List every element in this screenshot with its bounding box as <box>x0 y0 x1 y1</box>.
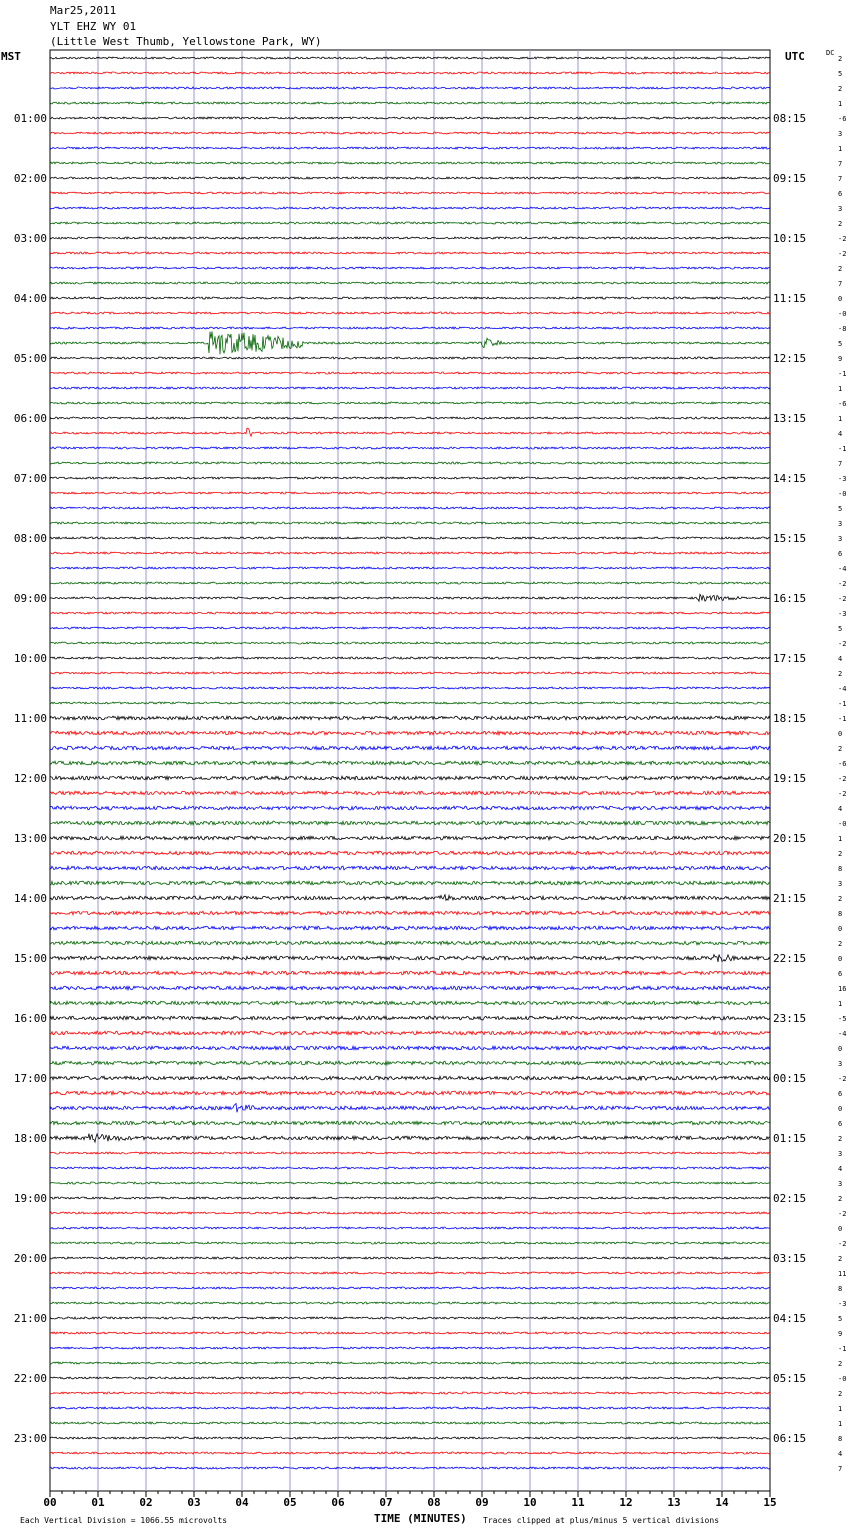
dc-offset-label: -1 <box>838 445 847 453</box>
trace-line <box>50 331 770 354</box>
dc-offset-label: -0 <box>838 820 847 828</box>
trace-line <box>50 207 770 209</box>
trace-line <box>50 702 770 704</box>
trace-line <box>50 1197 770 1199</box>
x-tick-label: 08 <box>427 1496 441 1509</box>
dc-offset-label: -3 <box>838 1300 847 1308</box>
trace-line <box>50 776 770 780</box>
trace-line <box>50 507 770 509</box>
dc-offset-label: 2 <box>838 745 843 753</box>
dc-offset-label: 2 <box>838 1135 843 1143</box>
x-tick-label: 10 <box>523 1496 537 1509</box>
dc-offset-label: -2 <box>838 250 847 258</box>
dc-offset-label: -5 <box>838 1015 847 1023</box>
trace-line <box>50 1272 770 1274</box>
mst-hour-label: 18:00 <box>13 1132 47 1145</box>
trace-line <box>50 162 770 164</box>
trace-line <box>50 177 770 179</box>
mst-hour-label: 09:00 <box>13 592 47 605</box>
trace-line <box>50 402 770 404</box>
trace-line <box>50 672 770 674</box>
trace-line <box>50 237 770 239</box>
mst-hour-label: 15:00 <box>13 952 47 965</box>
mst-hour-label: 08:00 <box>13 532 47 545</box>
utc-hour-label: 11:15 <box>773 292 807 305</box>
dc-offset-label: -3 <box>838 475 847 483</box>
trace-line <box>50 462 770 464</box>
trace-line <box>50 594 770 601</box>
trace-line <box>50 1392 770 1394</box>
trace-line <box>50 102 770 104</box>
header-station: YLT EHZ WY 01 <box>50 20 137 33</box>
trace-line <box>50 1422 770 1424</box>
trace-line <box>50 612 770 614</box>
dc-offset-label: 3 <box>838 130 843 138</box>
trace-line <box>50 327 770 329</box>
dc-offset-label: -1 <box>838 715 847 723</box>
dc-offset-label: 6 <box>838 550 843 558</box>
dc-offset-label: 8 <box>838 1285 843 1293</box>
trace-line <box>50 657 770 659</box>
dc-offset-label: 1 <box>838 1405 843 1413</box>
trace-line <box>50 911 770 915</box>
trace-line <box>50 1061 770 1065</box>
utc-label: UTC <box>785 50 805 63</box>
utc-hour-label: 13:15 <box>773 412 807 425</box>
dc-offset-label: 2 <box>838 1360 843 1368</box>
x-tick-label: 05 <box>283 1496 297 1509</box>
utc-hour-label: 09:15 <box>773 172 807 185</box>
dc-offset-label: -2 <box>838 775 847 783</box>
dc-offset-label: 6 <box>838 1120 843 1128</box>
utc-hour-label: 18:15 <box>773 712 807 725</box>
utc-hour-label: 20:15 <box>773 832 807 845</box>
trace-line <box>50 895 770 901</box>
dc-offset-label: 0 <box>838 1045 843 1053</box>
trace-line <box>50 132 770 134</box>
mst-hour-label: 04:00 <box>13 292 47 305</box>
dc-offset-label: -6 <box>838 400 847 408</box>
trace-line <box>50 1302 770 1304</box>
dc-offset-label: 16 <box>838 985 847 993</box>
dc-offset-label: 5 <box>838 625 843 633</box>
dc-offset-label: 2 <box>838 1390 843 1398</box>
dc-offset-label: 3 <box>838 205 843 213</box>
dc-offset-label: 7 <box>838 1465 843 1473</box>
mst-hour-label: 13:00 <box>13 832 47 845</box>
trace-line <box>50 72 770 74</box>
dc-offset-label: 3 <box>838 520 843 528</box>
x-tick-label: 12 <box>619 1496 633 1509</box>
mst-hour-label: 12:00 <box>13 772 47 785</box>
x-tick-label: 06 <box>331 1496 345 1509</box>
mst-hour-label: 16:00 <box>13 1012 47 1025</box>
dc-offset-label: 3 <box>838 1180 843 1188</box>
dc-offset-label: 1 <box>838 100 843 108</box>
dc-offset-label: 1 <box>838 1000 843 1008</box>
trace-line <box>50 1452 770 1454</box>
utc-hour-label: 14:15 <box>773 472 807 485</box>
dc-offset-label: 2 <box>838 940 843 948</box>
utc-hour-label: 19:15 <box>773 772 807 785</box>
trace-line <box>50 312 770 314</box>
dc-offset-label: -2 <box>838 235 847 243</box>
dc-offset-label: 1 <box>838 415 843 423</box>
mst-hour-label: 17:00 <box>13 1072 47 1085</box>
dc-offset-label: 4 <box>838 805 843 813</box>
trace-line <box>50 1076 770 1081</box>
trace-line <box>50 57 770 59</box>
x-tick-label: 03 <box>187 1496 201 1509</box>
dc-offset-label: 9 <box>838 355 843 363</box>
trace-line <box>50 387 770 389</box>
trace-line <box>50 687 770 689</box>
trace-line <box>50 267 770 269</box>
dc-offset-label: -3 <box>838 610 847 618</box>
trace-line <box>50 1167 770 1169</box>
mst-hour-label: 05:00 <box>13 352 47 365</box>
dc-offset-label: 8 <box>838 1435 843 1443</box>
trace-line <box>50 1437 770 1439</box>
dc-offset-label: 3 <box>838 1150 843 1158</box>
dc-offset-label: 9 <box>838 1330 843 1338</box>
trace-line <box>50 1287 770 1289</box>
dc-offset-label: 6 <box>838 1090 843 1098</box>
utc-hour-label: 06:15 <box>773 1432 807 1445</box>
x-tick-label: 13 <box>667 1496 681 1509</box>
dc-offset-label: 8 <box>838 865 843 873</box>
dc-offset-label: -0 <box>838 490 847 498</box>
mst-hour-label: 23:00 <box>13 1432 47 1445</box>
dc-offset-label: -1 <box>838 370 847 378</box>
dc-offset-label: 4 <box>838 430 843 438</box>
trace-line <box>50 552 770 554</box>
utc-hour-label: 23:15 <box>773 1012 807 1025</box>
mst-hour-label: 01:00 <box>13 112 47 125</box>
utc-hour-label: 04:15 <box>773 1312 807 1325</box>
trace-line <box>50 1152 770 1154</box>
utc-hour-label: 15:15 <box>773 532 807 545</box>
trace-line <box>50 761 770 765</box>
trace-line <box>50 746 770 750</box>
trace-line <box>50 851 770 855</box>
utc-hour-label: 17:15 <box>773 652 807 665</box>
x-tick-label: 11 <box>571 1496 585 1509</box>
trace-line <box>50 447 770 449</box>
trace-line <box>50 971 770 975</box>
trace-line <box>50 1182 770 1184</box>
dc-offset-label: -2 <box>838 1240 847 1248</box>
dc-offset-label: 1 <box>838 835 843 843</box>
trace-line <box>50 1257 770 1259</box>
utc-hour-label: 10:15 <box>773 232 807 245</box>
dc-offset-label: 0 <box>838 295 843 303</box>
trace-line <box>50 1001 770 1005</box>
trace-line <box>50 477 770 479</box>
dc-offset-label: -1 <box>838 700 847 708</box>
dc-offset-label: 6 <box>838 190 843 198</box>
dc-offset-label: -2 <box>838 595 847 603</box>
trace-line <box>50 537 770 539</box>
mst-hour-label: 11:00 <box>13 712 47 725</box>
dc-offset-label: -6 <box>838 760 847 768</box>
trace-line <box>50 357 770 359</box>
trace-line <box>50 881 770 885</box>
mst-label: MST <box>1 50 21 63</box>
x-tick-label: 09 <box>475 1496 489 1509</box>
dc-offset-label: 8 <box>838 910 843 918</box>
utc-hour-label: 03:15 <box>773 1252 807 1265</box>
trace-line <box>50 147 770 149</box>
trace-line <box>50 1046 770 1050</box>
trace-line <box>50 806 770 810</box>
dc-offset-label: 2 <box>838 850 843 858</box>
dc-offset-label: 5 <box>838 70 843 78</box>
trace-line <box>50 492 770 494</box>
dc-offset-label: -2 <box>838 640 847 648</box>
header-date: Mar25,2011 <box>50 4 117 17</box>
trace-line <box>50 1031 770 1035</box>
trace-line <box>50 1212 770 1214</box>
trace-line <box>50 282 770 284</box>
footer-clip: Traces clipped at plus/minus 5 vertical divisions <box>483 1516 720 1525</box>
trace-line <box>50 1242 770 1244</box>
trace-line <box>50 1362 770 1364</box>
trace-line <box>50 926 770 930</box>
trace-line <box>50 821 770 825</box>
dc-offset-label: -2 <box>838 580 847 588</box>
dc-offset-label: 2 <box>838 1195 843 1203</box>
dc-offset-label: 2 <box>838 220 843 228</box>
dc-offset-label: -0 <box>838 310 847 318</box>
utc-hour-label: 02:15 <box>773 1192 807 1205</box>
mst-hour-label: 22:00 <box>13 1372 47 1385</box>
mst-hour-label: 14:00 <box>13 892 47 905</box>
utc-hour-label: 08:15 <box>773 112 807 125</box>
dc-offset-label: 2 <box>838 670 843 678</box>
dc-offset-label: 3 <box>838 535 843 543</box>
utc-hour-label: 05:15 <box>773 1372 807 1385</box>
trace-line <box>50 252 770 254</box>
x-tick-label: 00 <box>43 1496 57 1509</box>
dc-offset-label: 2 <box>838 265 843 273</box>
trace-line <box>50 1016 770 1020</box>
dc-offset-label: 0 <box>838 730 843 738</box>
trace-line <box>50 866 770 870</box>
trace-line <box>50 1317 770 1319</box>
trace-line <box>50 731 770 735</box>
trace-line <box>50 297 770 299</box>
dc-offset-label: 5 <box>838 1315 843 1323</box>
utc-hour-label: 00:15 <box>773 1072 807 1085</box>
trace-line <box>50 1104 770 1113</box>
dc-offset-label: 5 <box>838 340 843 348</box>
dc-offset-label: 0 <box>838 1225 843 1233</box>
mst-hour-label: 19:00 <box>13 1192 47 1205</box>
plot-frame <box>50 50 770 1491</box>
dc-offset-label: -6 <box>838 115 847 123</box>
dc-offset-label: 3 <box>838 1060 843 1068</box>
trace-line <box>50 955 770 962</box>
mst-hour-label: 02:00 <box>13 172 47 185</box>
mst-hour-label: 07:00 <box>13 472 47 485</box>
trace-line <box>50 1227 770 1229</box>
dc-offset-label: -2 <box>838 1075 847 1083</box>
dc-offset-label: -4 <box>838 1030 847 1038</box>
trace-line <box>50 1332 770 1334</box>
dc-offset-label: -4 <box>838 565 847 573</box>
trace-line <box>50 791 770 795</box>
dc-offset-label: 11 <box>838 1270 847 1278</box>
trace-line <box>50 567 770 569</box>
x-tick-label: 04 <box>235 1496 249 1509</box>
trace-line <box>50 1091 770 1095</box>
x-axis-title: TIME (MINUTES) <box>374 1512 467 1525</box>
dc-offset-label: -2 <box>838 1210 847 1218</box>
trace-line <box>50 1467 770 1469</box>
trace-line <box>50 222 770 224</box>
trace-line <box>50 1377 770 1379</box>
trace-line <box>50 986 770 990</box>
mst-hour-label: 06:00 <box>13 412 47 425</box>
dc-offset-label: 4 <box>838 1165 843 1173</box>
x-tick-label: 01 <box>91 1496 105 1509</box>
utc-hour-label: 12:15 <box>773 352 807 365</box>
trace-line <box>50 1347 770 1349</box>
dc-offset-label: 4 <box>838 1450 843 1458</box>
x-tick-label: 07 <box>379 1496 393 1509</box>
utc-hour-label: 21:15 <box>773 892 807 905</box>
trace-line <box>50 836 770 840</box>
dc-offset-label: 5 <box>838 505 843 513</box>
dc-offset-label: 1 <box>838 385 843 393</box>
trace-line <box>50 87 770 89</box>
utc-hour-label: 16:15 <box>773 592 807 605</box>
dc-offset-label: -1 <box>838 1345 847 1353</box>
dc-offset-label: 1 <box>838 145 843 153</box>
dc-offset-label: 7 <box>838 280 843 288</box>
dc-header: DC <box>826 49 835 57</box>
trace-line <box>50 716 770 720</box>
x-tick-label: 02 <box>139 1496 153 1509</box>
dc-offset-label: 7 <box>838 175 843 183</box>
dc-offset-label: -8 <box>838 325 847 333</box>
trace-line <box>50 941 770 945</box>
footer-scale: Each Vertical Division = 1066.55 microvolts <box>20 1516 228 1525</box>
mst-hour-label: 21:00 <box>13 1312 47 1325</box>
mst-hour-label: 20:00 <box>13 1252 47 1265</box>
dc-offset-label: 2 <box>838 55 843 63</box>
trace-line <box>50 642 770 644</box>
x-tick-label: 15 <box>763 1496 777 1509</box>
dc-offset-label: 0 <box>838 925 843 933</box>
dc-offset-label: 0 <box>838 955 843 963</box>
trace-line <box>50 417 770 419</box>
trace-line <box>50 192 770 194</box>
dc-offset-label: -4 <box>838 685 847 693</box>
dc-offset-label: 7 <box>838 160 843 168</box>
trace-line <box>50 1134 770 1143</box>
trace-line <box>50 522 770 524</box>
header-location: (Little West Thumb, Yellowstone Park, WY) <box>50 35 322 48</box>
dc-offset-label: 3 <box>838 880 843 888</box>
x-tick-label: 14 <box>715 1496 729 1509</box>
trace-line <box>50 1407 770 1409</box>
trace-line <box>50 1121 770 1125</box>
trace-line <box>50 582 770 584</box>
dc-offset-label: 2 <box>838 1255 843 1263</box>
dc-offset-label: 2 <box>838 85 843 93</box>
dc-offset-label: 1 <box>838 1420 843 1428</box>
utc-hour-label: 22:15 <box>773 952 807 965</box>
dc-offset-label: 0 <box>838 1105 843 1113</box>
utc-hour-label: 01:15 <box>773 1132 807 1145</box>
dc-offset-label: 7 <box>838 460 843 468</box>
dc-offset-label: 6 <box>838 970 843 978</box>
dc-offset-label: -2 <box>838 790 847 798</box>
trace-line <box>50 627 770 629</box>
trace-line <box>50 428 770 436</box>
dc-offset-label: 4 <box>838 655 843 663</box>
trace-line <box>50 117 770 119</box>
mst-hour-label: 10:00 <box>13 652 47 665</box>
dc-offset-label: -0 <box>838 1375 847 1383</box>
trace-line <box>50 372 770 374</box>
mst-hour-label: 03:00 <box>13 232 47 245</box>
dc-offset-label: 2 <box>838 895 843 903</box>
